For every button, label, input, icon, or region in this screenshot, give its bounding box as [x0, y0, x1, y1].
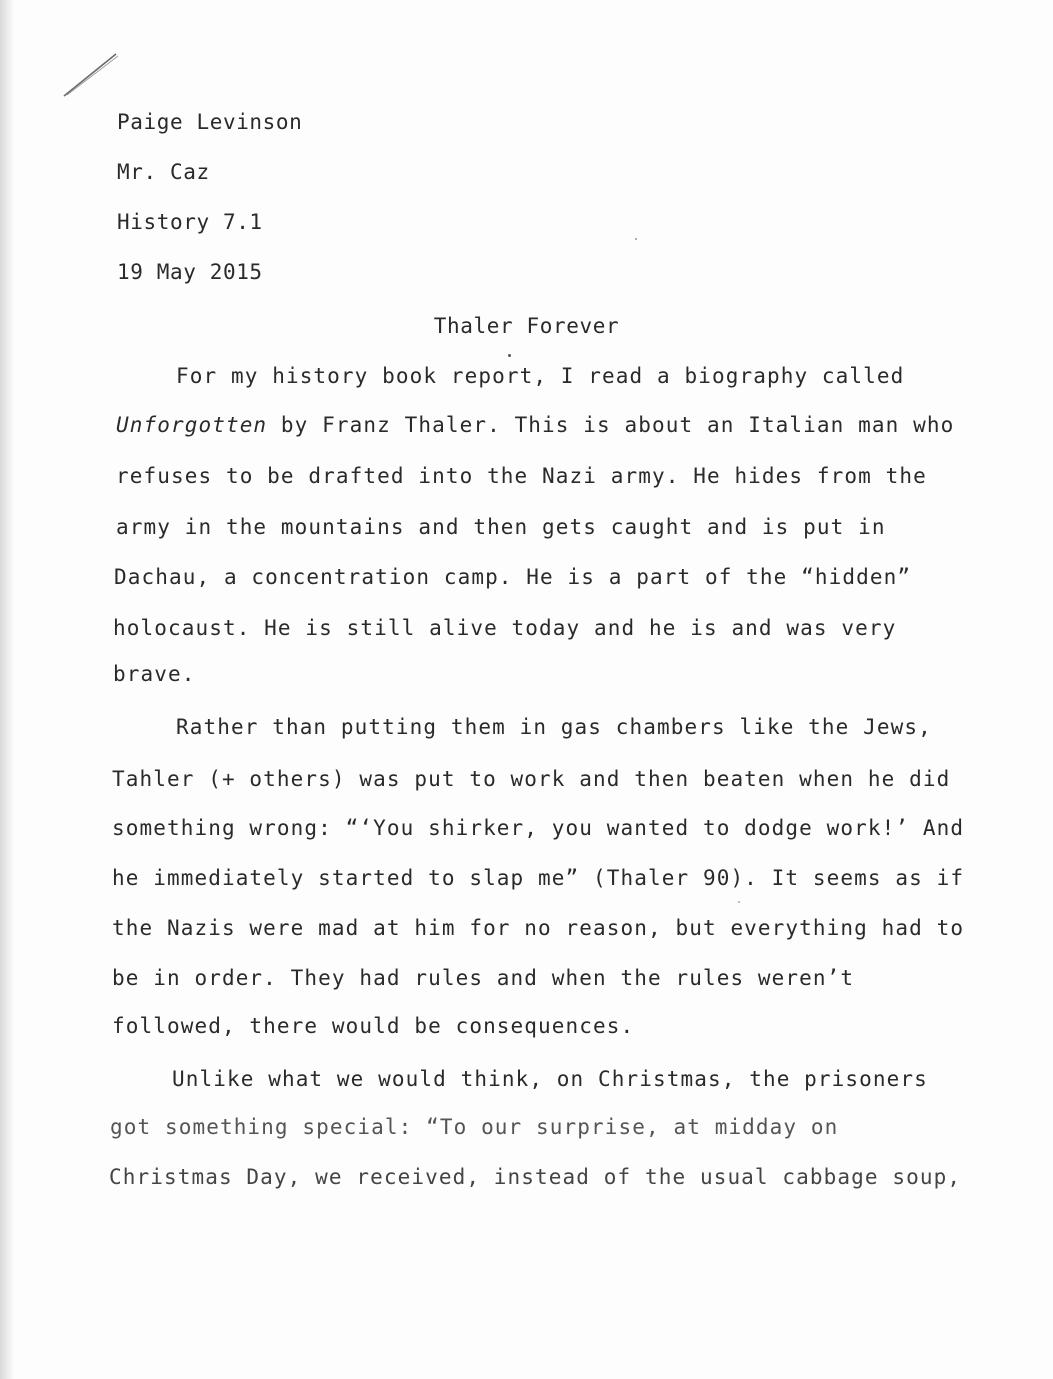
- teacher-name: Mr. Caz: [117, 160, 210, 184]
- paragraph-2-line-7: followed, there would be consequences.: [112, 1014, 635, 1038]
- book-title: Unforgotten: [116, 413, 268, 437]
- paragraph-2-line-4: he immediately started to slap me” (Thaler 90). It seems as if: [112, 866, 965, 890]
- paragraph-1-line-6: holocaust. He is still alive today and he is and was very: [113, 616, 897, 640]
- paragraph-1-line-7: brave.: [113, 662, 196, 686]
- paragraph-1-line-5: Dachau, a concentration camp. He is a part of the “hidden”: [114, 565, 912, 589]
- pen-stroke-mark: [60, 50, 122, 100]
- paragraph-3-line-2: got something special: “To our surprise, at midday on: [110, 1115, 839, 1139]
- paragraph-1-line-4: army in the mountains and then gets caught and is put in: [116, 515, 886, 539]
- paragraph-3-line-1: Unlike what we would think, on Christmas, the prisoners: [172, 1067, 928, 1091]
- scan-edge-shadow: [0, 0, 14, 1379]
- paragraph-2-line-3: something wrong: “‘You shirker, you wanted to dodge work!’ And: [112, 816, 965, 840]
- date: 19 May 2015: [117, 260, 263, 284]
- essay-title: Thaler Forever: [433, 314, 620, 338]
- paragraph-2-line-6: be in order. They had rules and when the rules weren’t: [112, 966, 855, 990]
- scan-speck: [508, 354, 511, 357]
- paragraph-1-line-2: [116, 413, 954, 437]
- author-name: Paige Levinson: [117, 110, 303, 134]
- paragraph-3-line-3: Christmas Day, we received, instead of the usual cabbage soup,: [109, 1165, 962, 1189]
- paragraph-1-line-3: refuses to be drafted into the Nazi army. He hides from the: [116, 464, 927, 488]
- scan-speck: [738, 901, 740, 903]
- paragraph-2-line-5: the Nazis were mad at him for no reason, but everything had to: [112, 916, 965, 940]
- paragraph-2-line-1: Rather than putting them in gas chambers like the Jews,: [176, 715, 932, 739]
- paragraph-2-line-2: Tahler (+ others) was put to work and then beaten when he did: [112, 767, 951, 791]
- paragraph-1-line-2-text: by Franz Thaler. This is about an Italian man who: [267, 413, 955, 437]
- class-name: History 7.1: [117, 210, 263, 234]
- paragraph-1-line-1: For my history book report, I read a biography called: [176, 364, 905, 388]
- scan-speck: [635, 238, 637, 240]
